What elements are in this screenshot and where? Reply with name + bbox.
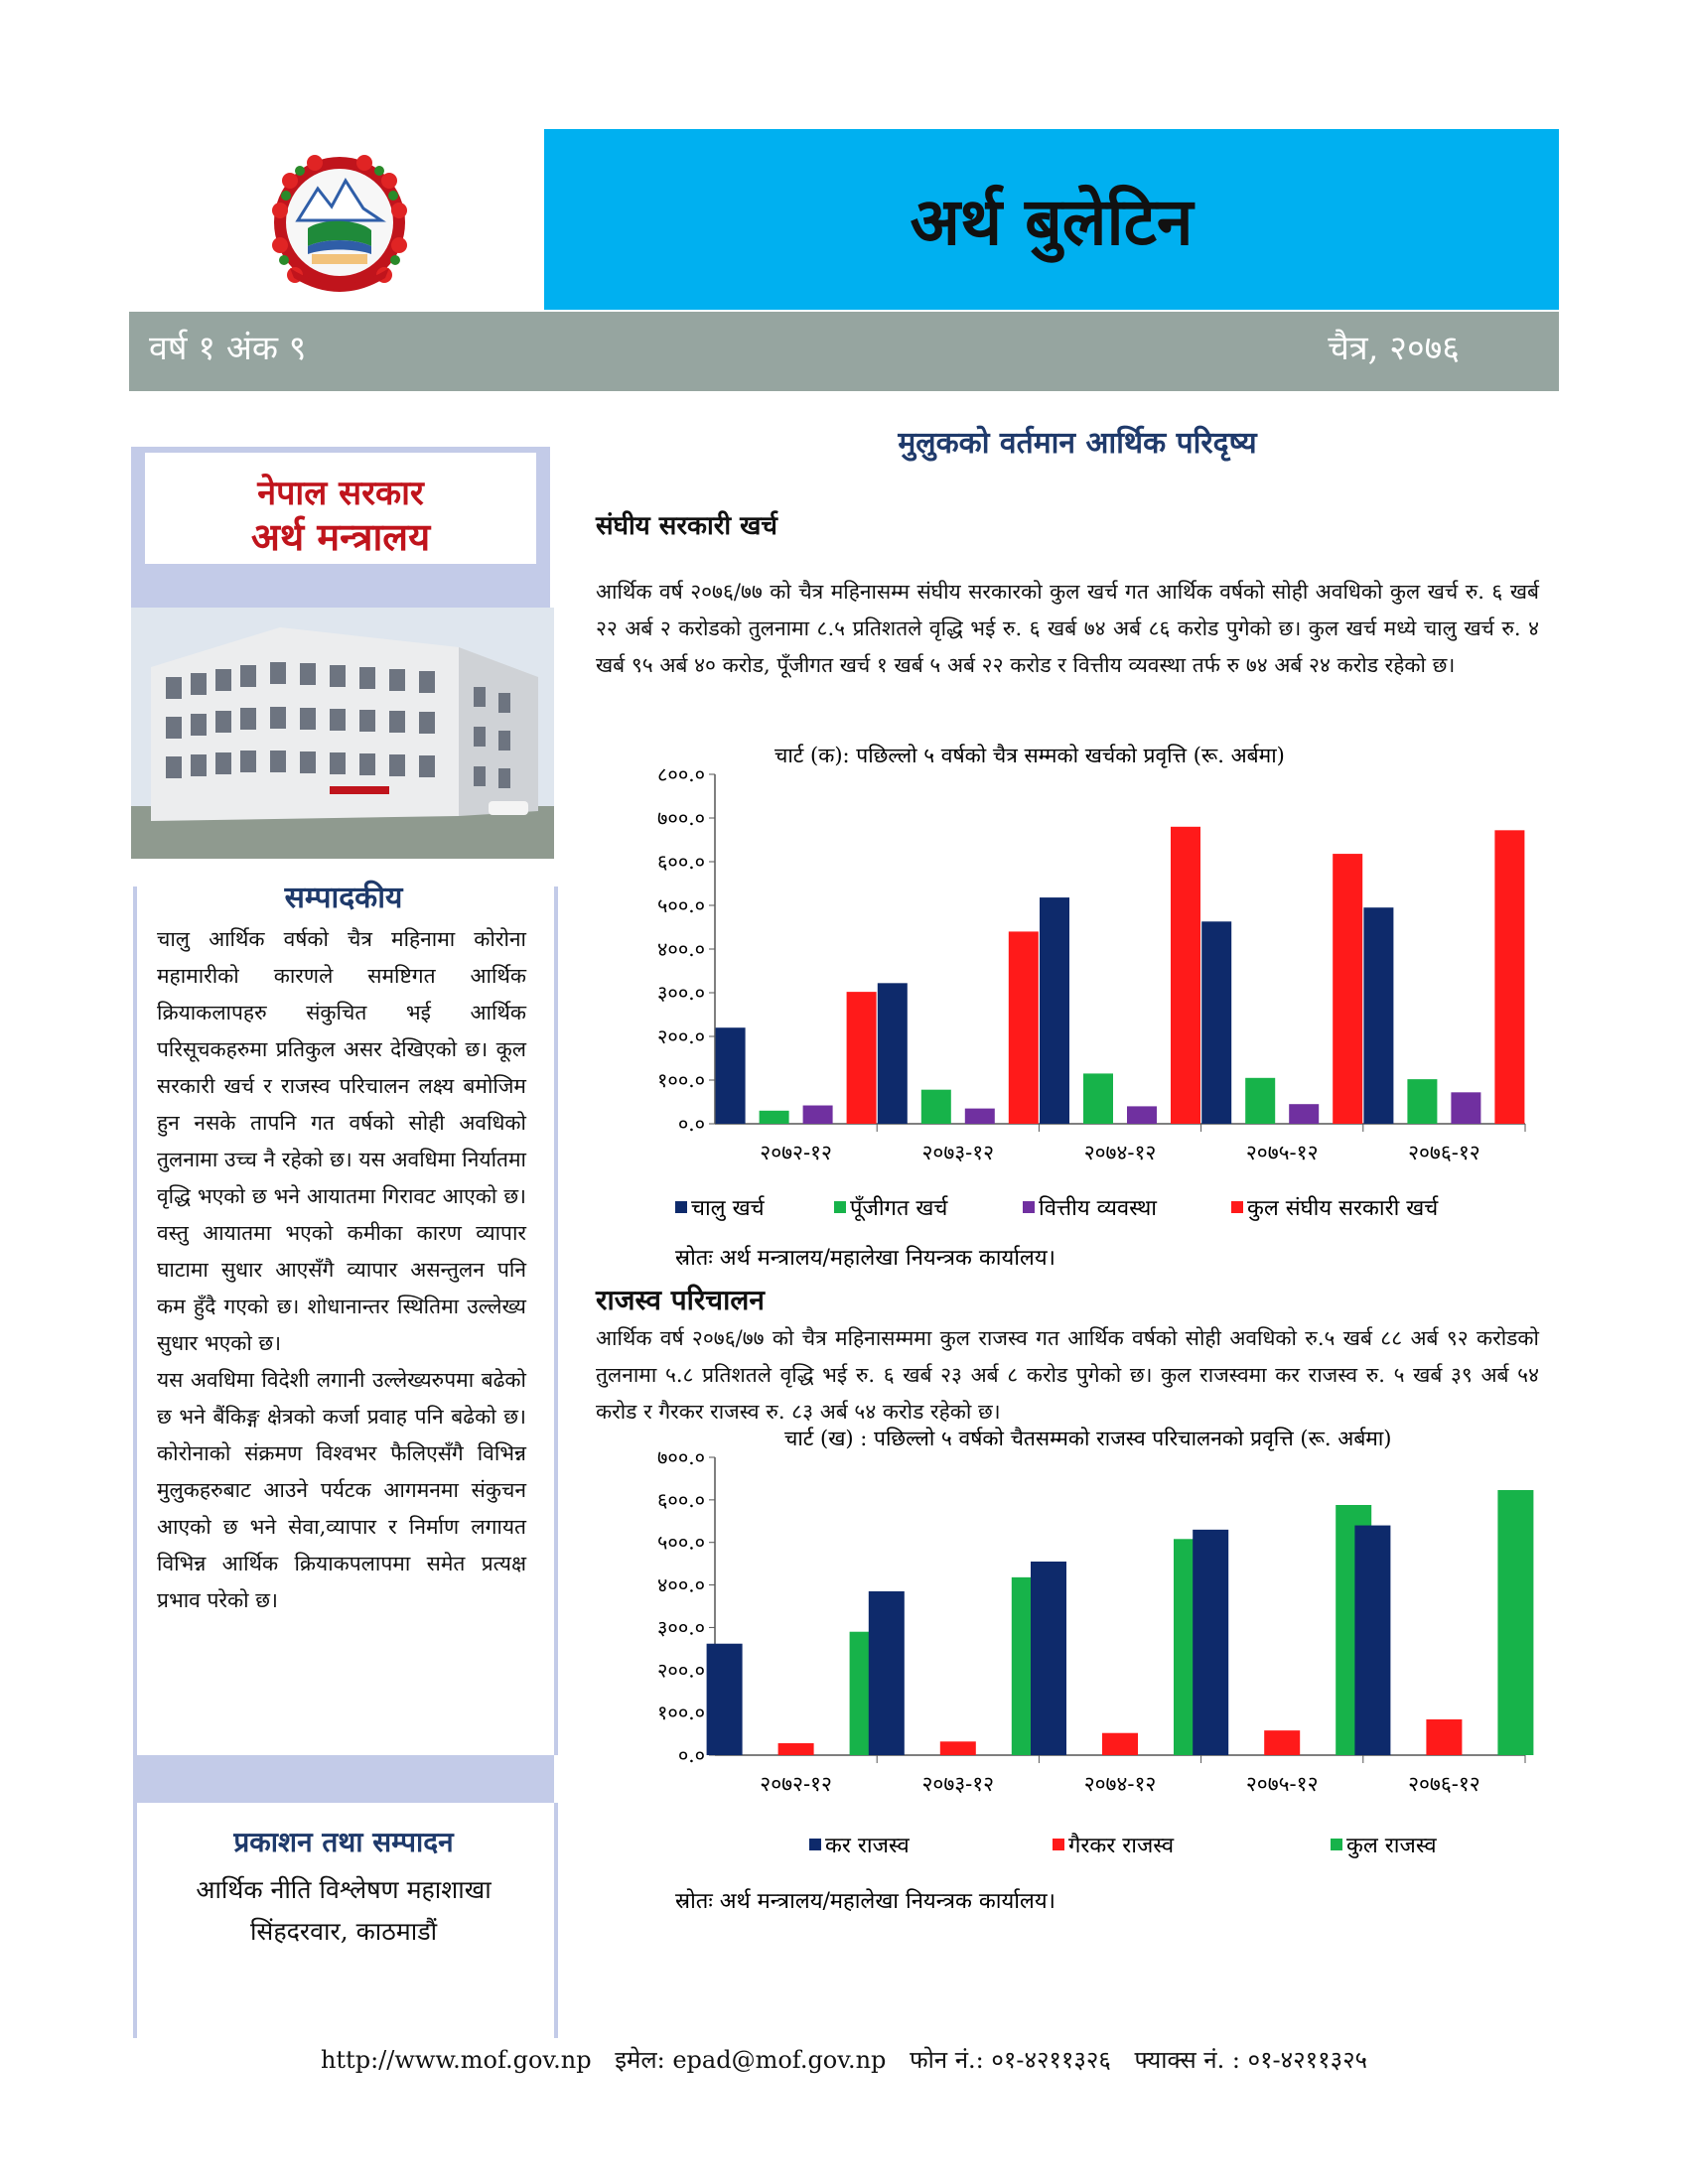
editorial-paragraph: यस अवधिमा विदेशी लगानी उल्लेख्यरुपमा बढेको छ भने बैंकिङ्ग क्षेत्रको कर्जा प्रवाह पनि बढेको छ। कोरोनाको संक्रमण विश्वभर फैलिएसँगै विभिन्न मुलुकहरुबाट आउने पर्यटक आगमनमा संकुचन आएको छ भने सेवा,व्यापार र निर्माण लगायत विभिन्न आर्थिक क्रियाकपलापमा समेत प्रत्यक्ष प्रभाव परेको छ। [157, 1368, 526, 1612]
y-tick-label: २००.० [657, 1024, 705, 1048]
x-tick-label: २०७५-१२ [1245, 1141, 1319, 1164]
issue-date: चैत्र, २०७६ [1328, 329, 1460, 368]
bar-0-0 [707, 1644, 743, 1755]
expenditure-paragraph: आर्थिक वर्ष २०७६/७७ को चैत्र महिनासम्म संघीय सरकारको कुल खर्च गत आर्थिक वर्षको सोही अवधिको कुल खर्च रु. ६ खर्ब २२ अर्ब २ करोडको तुलनामा ८.५ प्रतिशतले वृद्धि भई रु. ६ खर्ब ७४ अर्ब ८६ करोड पुगेको छ। कुल खर्च मध्ये चालु खर्च रु. ४ खर्ब ९५ अर्ब ४० करोड, पूँजीगत खर्च १ खर्ब ५ अर्ब २२ करोड र वित्तीय व्यवस्था तर्फ रु ७४ अर्ब २४ करोड रहेको छ। [596, 580, 1539, 677]
bar-3-4 [1494, 830, 1524, 1124]
legend-label: कुल संघीय सरकारी खर्च [1247, 1196, 1439, 1221]
bar-0-4 [1354, 1526, 1390, 1755]
bar-1-4 [1407, 1079, 1437, 1124]
bar-0-2 [1040, 897, 1069, 1124]
legend-label: कर राजस्व [825, 1834, 910, 1858]
y-tick-label: ४००.० [657, 1572, 705, 1597]
x-tick-label: २०७२-१२ [760, 1141, 832, 1164]
x-tick-label: २०७५-१२ [1245, 1772, 1319, 1796]
bar-3-2 [1171, 827, 1200, 1124]
legend-swatch [1053, 1839, 1064, 1850]
y-tick-label: ७००.० [657, 806, 705, 830]
revenue-paragraph: आर्थिक वर्ष २०७६/७७ को चैत्र महिनासम्ममा कुल राजस्व गत आर्थिक वर्षको सोही अवधिको रु.५ खर्ब ८८ अर्ब ९२ करोडको तुलनामा ५.८ प्रतिशतले वृद्धि भई रु. ६ खर्ब २३ अर्ब ८ करोड पुगेको छ। कुल राजस्वमा कर राजस्व रु. ५ खर्ब ३९ अर्ब ५४ करोड र गैरकर राजस्व रु. ८३ अर्ब ५४ करोड रहेको छ। [596, 1326, 1539, 1424]
y-tick-label: ३००.० [657, 1615, 705, 1640]
legend-swatch [675, 1201, 687, 1213]
bar-1-3 [1264, 1730, 1300, 1755]
expenditure-chart [596, 744, 1539, 1271]
bar-1-0 [760, 1111, 789, 1124]
publisher-address: सिंहदरवार, काठमाडौं [249, 1917, 438, 1946]
y-tick-label: १००.० [657, 1701, 705, 1725]
bar-1-4 [1426, 1719, 1462, 1755]
bar-1-3 [1245, 1078, 1275, 1124]
editorial-title: सम्पादकीय [284, 881, 403, 915]
bar-2-4 [1451, 1092, 1480, 1124]
legend-swatch [1023, 1201, 1035, 1213]
bar-0-4 [1363, 907, 1393, 1124]
x-tick-label: २०७४-१२ [1083, 1141, 1157, 1164]
ministry-box [145, 453, 536, 564]
footer-url[interactable]: http://www.mof.gov.np [320, 2046, 592, 2074]
editorial-paragraph: चालु आर्थिक वर्षको चैत्र महिनामा कोरोना महामारीको कारणले समष्टिगत आर्थिक क्रियाकलापहरु संकुचित भई आर्थिक परिसूचकहरुमा प्रतिकुल असर देखिएको छ। कूल सरकारी खर्च र राजस्व परिचालन लक्ष्य बमोजिम हुन नसके तापनि गत वर्षको सोही अवधिको तुलनामा उच्च नै रहेको छ। यस अवधिमा निर्यातमा वृद्धि भएको छ भने आयातमा गिरावट आएको छ। वस्तु आयातमा भएको कमीका कारण व्यापार घाटामा सुधार आएसँगै व्यापार असन्तुलन पनि कम हुँदै गएको छ। शोधानान्तर स्थितिमा उल्लेख्य सुधार भएको छ। [157, 927, 526, 1355]
page-title: मुलुकको वर्तमान आर्थिक परिदृष्य [898, 426, 1257, 461]
footer-fax: फ्याक्स नं. : ०१-४२११३२५ [1134, 2046, 1368, 2074]
legend-swatch [1331, 1839, 1342, 1850]
bulletin-title: अर्थ बुलेटिन [910, 183, 1194, 260]
bar-2-3 [1289, 1104, 1319, 1124]
bar-2-4 [1497, 1490, 1533, 1755]
x-tick-label: २०७२-१२ [760, 1772, 832, 1796]
y-tick-label: ०.० [677, 1743, 705, 1767]
footer [0, 2043, 1688, 2076]
bar-0-0 [716, 1027, 746, 1124]
x-tick-label: २०७३-१२ [921, 1141, 995, 1164]
y-tick-label: ६००.० [657, 1487, 705, 1512]
footer-phone: फोन नं.: ०१-४२११३२६ [910, 2046, 1111, 2074]
bar-3-3 [1333, 854, 1362, 1124]
bar-2-2 [1127, 1106, 1157, 1124]
legend-label: गैरकर राजस्व [1068, 1834, 1175, 1858]
bar-0-1 [869, 1591, 905, 1755]
publisher-title: प्रकाशन तथा सम्पादन [233, 1826, 454, 1858]
publisher-dept: आर्थिक नीति विश्लेषण महाशाखा [196, 1875, 492, 1904]
bar-2-0 [803, 1106, 833, 1124]
bar-0-3 [1193, 1530, 1228, 1755]
ministry-name: अर्थ मन्त्रालय [250, 514, 431, 559]
ministry-building-image [131, 608, 554, 859]
legend-swatch [1231, 1201, 1243, 1213]
editorial-body [157, 921, 526, 1619]
section-title-revenue: राजस्व परिचालन [596, 1284, 765, 1316]
legend-label: पूँजीगत खर्च [850, 1196, 948, 1221]
bar-3-1 [1009, 931, 1039, 1124]
legend-label: चालु खर्च [691, 1196, 765, 1221]
sidebar-separator [133, 1755, 554, 1803]
bar-2-1 [965, 1109, 995, 1124]
y-tick-label: ०.० [677, 1112, 705, 1136]
chart-title: चार्ट (क): पछिल्लो ५ वर्षको चैत्र सम्मको खर्चको प्रवृत्ति (रू. अर्बमा) [774, 744, 1285, 767]
bar-3-0 [847, 992, 877, 1124]
nepal-emblem-icon [260, 151, 419, 300]
gov-name: नेपाल सरकार [257, 474, 424, 513]
bar-0-3 [1201, 921, 1231, 1124]
y-tick-label: ८००.० [657, 762, 705, 786]
y-tick-label: ६००.० [657, 850, 705, 874]
bar-0-1 [878, 983, 908, 1124]
section-title-expenditure: संघीय सरकारी खर्च [596, 511, 777, 541]
chart-title: चार्ट (ख) : पछिल्लो ५ वर्षको चैतसम्मको राजस्व परिचालनको प्रवृत्ति (रू. अर्बमा) [784, 1427, 1392, 1450]
legend-swatch [834, 1201, 846, 1213]
y-tick-label: १००.० [657, 1068, 705, 1092]
y-tick-label: ४००.० [657, 937, 705, 961]
x-tick-label: २०७३-१२ [921, 1772, 995, 1796]
bar-1-2 [1102, 1733, 1138, 1755]
bar-1-1 [940, 1741, 976, 1755]
y-tick-label: ७००.० [657, 1445, 705, 1469]
legend-label: कुल राजस्व [1346, 1834, 1437, 1858]
bar-1-2 [1083, 1073, 1113, 1124]
bar-0-2 [1031, 1562, 1066, 1755]
bar-1-1 [921, 1090, 951, 1124]
issue-number: वर्ष १ अंक ९ [149, 329, 307, 368]
x-tick-label: २०७६-१२ [1408, 1141, 1480, 1164]
x-tick-label: २०७४-१२ [1083, 1772, 1157, 1796]
y-tick-label: ५००.० [657, 1530, 705, 1555]
legend-swatch [809, 1839, 821, 1850]
footer-email[interactable]: इमेल: epad@mof.gov.np [615, 2046, 887, 2074]
x-tick-label: २०७६-१२ [1408, 1772, 1480, 1796]
chart-source: स्रोतः अर्थ मन्त्रालय/महालेखा नियन्त्रक कार्यालय। [675, 1889, 1055, 1914]
y-tick-label: २००.० [657, 1658, 705, 1683]
bar-1-0 [778, 1743, 814, 1755]
y-tick-label: ५००.० [657, 893, 705, 917]
chart-source: स्रोतः अर्थ मन्त्रालय/महालेखा नियन्त्रक कार्यालय। [675, 1246, 1055, 1271]
legend-label: वित्तीय व्यवस्था [1039, 1196, 1157, 1221]
y-tick-label: ३००.० [657, 981, 705, 1005]
revenue-chart [596, 1427, 1539, 1936]
